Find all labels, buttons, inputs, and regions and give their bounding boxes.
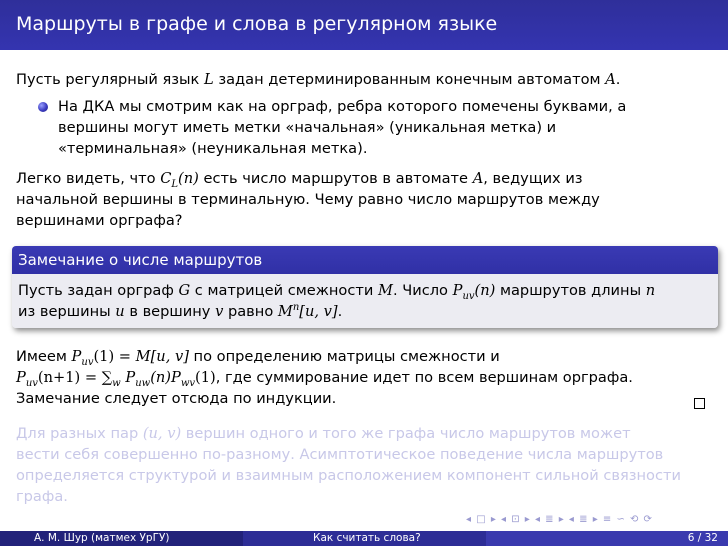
slide-title: Маршруты в графе и слова в регулярном языке xyxy=(0,0,728,50)
bullet-item: На ДКА мы смотрим как на орграф, ребра которого помечены буквами, а вершины могут иметь метки «начальная» (уникальная метка) и «терминальная» (неуникальная метка). xyxy=(16,96,716,162)
footer-page-number: 6 / 32 xyxy=(486,531,728,546)
intro-paragraph: Пусть регулярный язык L задан детерминированным конечным автоматом A. xyxy=(16,71,621,88)
remark-block xyxy=(12,246,718,328)
faded-paragraph: Для разных пар (u, v) вершин одного и того же графа число маршрутов может вести себя совершенно по-разному. Асимптотическое поведение числа маршрутов определяется структурой и взаимным расположением компонент сильной связности графа. xyxy=(16,425,681,505)
count-paragraph: Легко видеть, что $C_L(n)$ есть число маршрутов в автомате A, ведущих из начальной вершины в терминальную. Чему равно число маршрутов между вершинами орграфа? xyxy=(16,170,600,229)
footer-talk-title: Как считать слова? xyxy=(243,531,486,546)
remark-title: Замечание о числе маршрутов xyxy=(12,246,718,274)
qed-square-icon xyxy=(694,398,705,409)
proof-paragraph: Имеем $P_{uv}(1) = M[u$, v] по определению матрицы смежности и $P_{uv}(n+1) = \sum_w$ $P_{uw}(n)P_{wv}(1)$, где суммирование идет по всем вершинам орграфа. Замечание следует отсюда по индукции. xyxy=(16,348,633,407)
navigation-symbols[interactable]: ◂ □ ▸ ◂ ⊡ ▸ ◂ ≣ ▸ ◂ ≣ ▸ ≡ ∽ ⟲ ⟳ xyxy=(466,514,653,525)
footer xyxy=(0,531,728,546)
footer-author: А. М. Шур (матмех УрГУ) xyxy=(0,531,243,546)
bullet-ball-icon xyxy=(38,102,48,112)
remark-body: Пусть задан орграф G с матрицей смежности M. Число $P_{uv}(n)$ маршрутов длины n из вершины u в вершину v равно $M^n[u$, v]. xyxy=(12,274,718,328)
